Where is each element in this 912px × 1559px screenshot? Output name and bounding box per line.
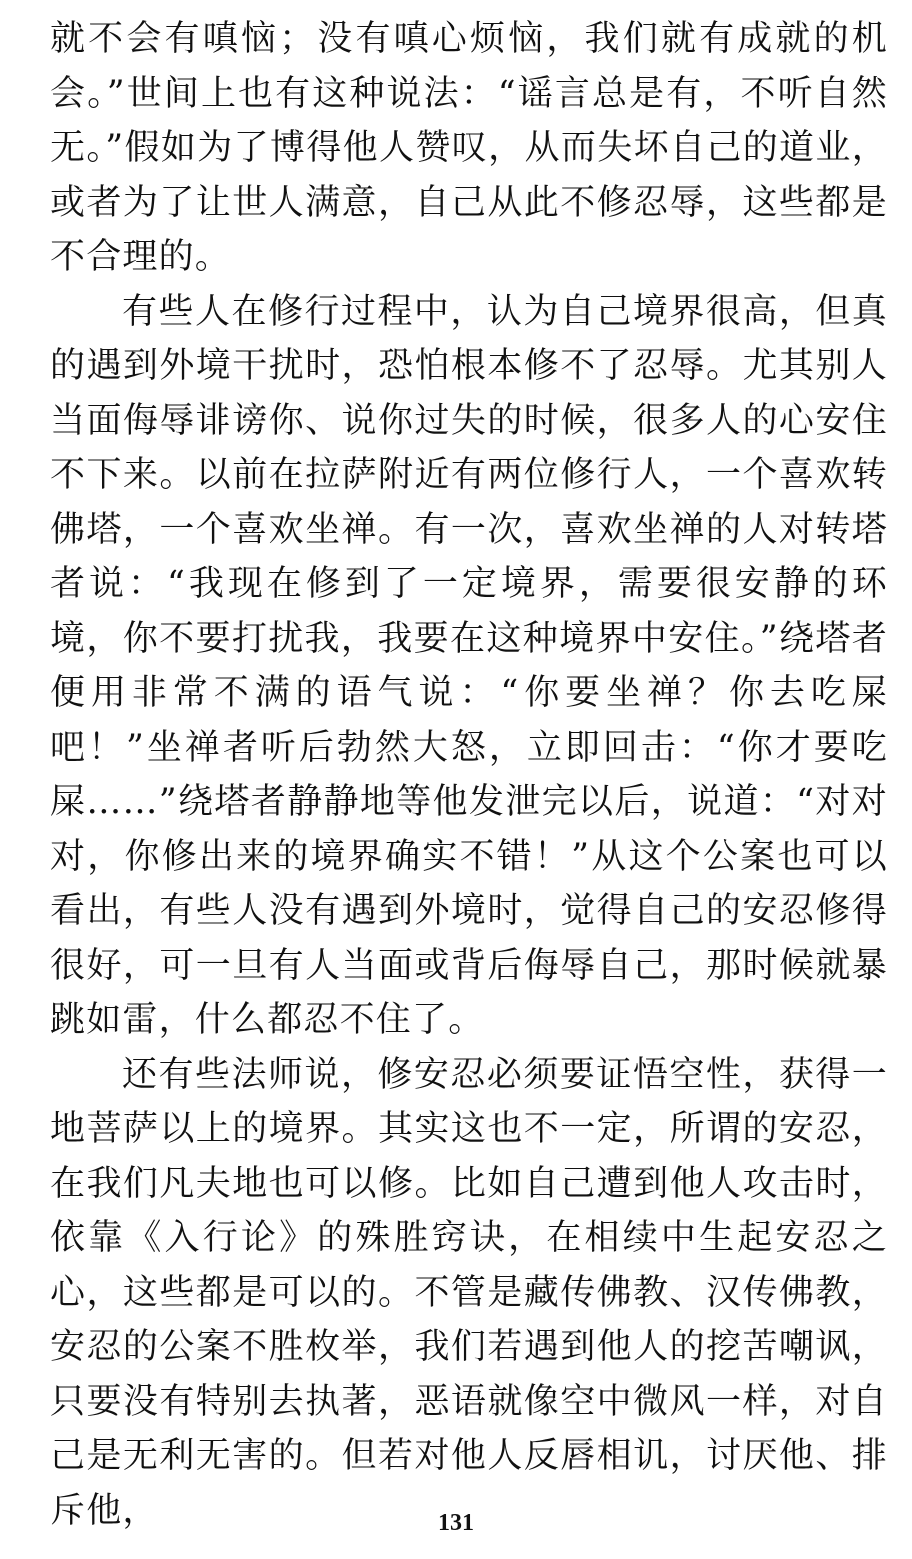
paragraph-meditator-story: 有些人在修行过程中，认为自己境界很高，但真的遇到外境干扰时，恐怕根本修不了忍辱。尤其别人当面侮辱诽谤你、说你过失的时候，很多人的心安住不下来。以前在拉萨附近有两位修行人，一个喜欢转佛塔，一个喜欢坐禅。有一次，喜欢坐禅的人对转塔者说：“我现在修到了一定境界，需要很安静的环境，你不要打扰我，我要在这种境界中安住。”绕塔者便用非常不满的语气说：“你要坐禅？你去吃屎吧！”坐禅者听后勃然大怒，立即回击：“你才要吃屎……”绕塔者静静地等他发泄完以后，说道：“对对对，你修出来的境界确实不错！”从这个公案也可以看出，有些人没有遇到外境时，觉得自己的安忍修得很好，可一旦有人当面或背后侮辱自己，那时候就暴跳如雷，什么都忍不住了。 xyxy=(50,291,888,1040)
paragraph-practicing-patience: 还有些法师说，修安忍必须要证悟空性，获得一地菩萨以上的境界。其实这也不一定，所谓的安忍，在我们凡夫地也可以修。比如自己遭到他人攻击时，依靠《入行论》的殊胜窍诀，在相续中生起安忍之心，这些都是可以的。不管是藏传佛教、汉传佛教，安忍的公案不胜枚举，我们若遇到他人的挖苦嘲讽，只要没有特别去执著，恶语就像空中微风一样，对自己是无利无害的。但若对他人反唇相讥，讨厌他、排斥他， xyxy=(50,1054,888,1531)
paragraph-continuation: 就不会有嗔恼；没有嗔心烦恼，我们就有成就的机会。”世间上也有这种说法：“谣言总是有，不听自然无。”假如为了博得他人赞叹，从而失坏自己的道业，或者为了让世人满意，自己从此不修忍辱，这些都是不合理的。 xyxy=(50,19,888,277)
page-number: 131 xyxy=(438,1510,474,1536)
page-body xyxy=(50,12,888,1538)
